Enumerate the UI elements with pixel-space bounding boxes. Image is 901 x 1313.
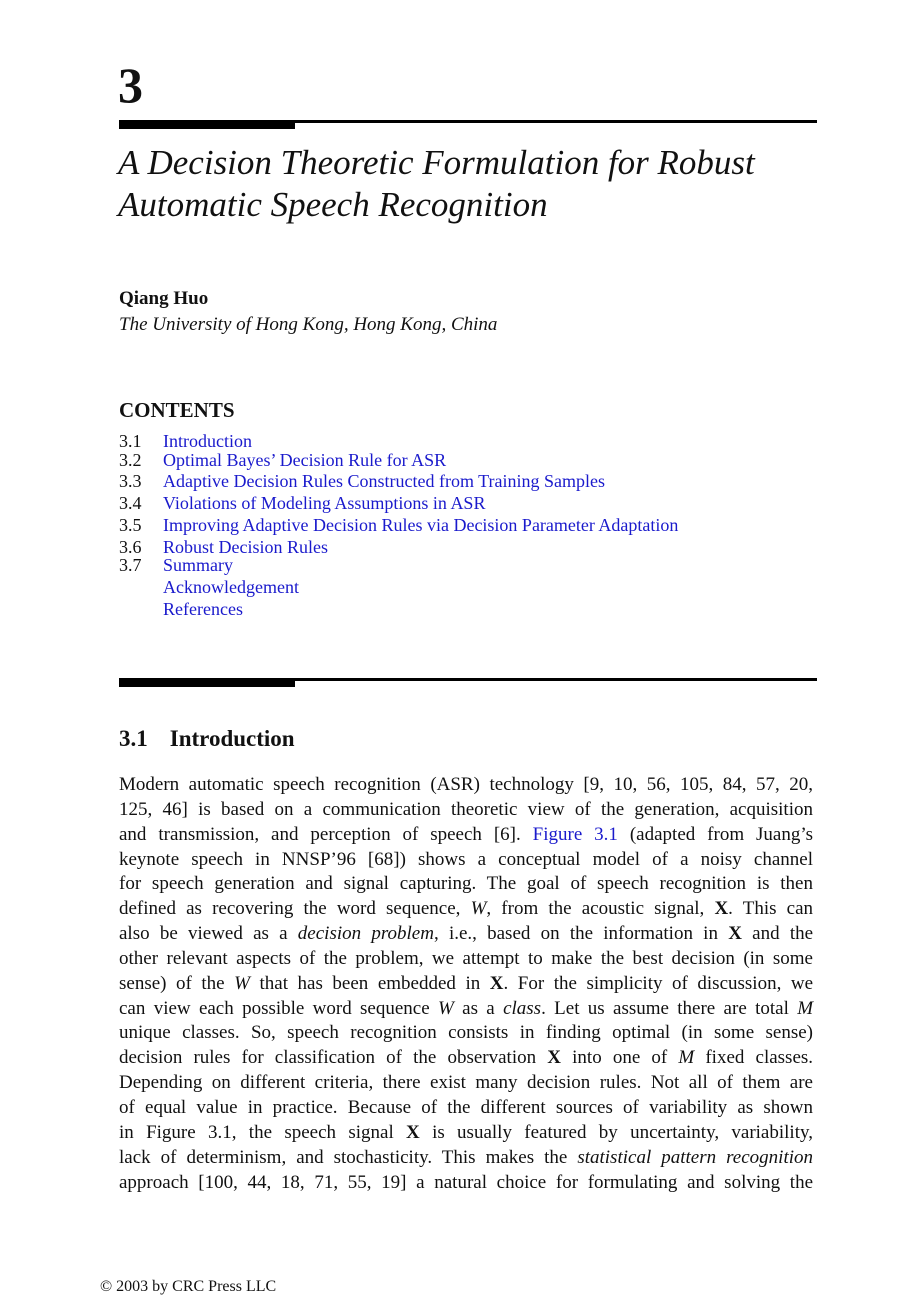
math-symbol-x: X	[714, 898, 729, 920]
text-segment: defined as recovering the word sequence,	[119, 898, 461, 920]
toc-link-references[interactable]: References	[163, 599, 243, 619]
toc-link-optimal-bayes[interactable]: Optimal Bayes’ Decision Rule for ASR	[163, 450, 447, 470]
figure-3-1-link[interactable]: Figure 3.1	[532, 823, 618, 845]
text-segment: 125, 46] is based on a communication theoretic view of the generation, acquisition	[119, 798, 813, 820]
toc-item-number: 3.3	[119, 471, 142, 491]
math-symbol-x: X	[728, 923, 742, 945]
rule-thick-bar	[119, 120, 295, 129]
text-line	[119, 1121, 813, 1146]
text-segment: approach [100, 44, 18, 71, 55, 19] a natural choice for formulating and solving the	[119, 1171, 813, 1193]
body-paragraph	[119, 773, 813, 1195]
text-line	[119, 997, 813, 1022]
toc-link-introduction[interactable]: Introduction	[163, 431, 252, 451]
copyright-footer: © 2003 by CRC Press LLC	[100, 1278, 277, 1295]
text-segment: and transmission, and perception of speech [6].	[119, 823, 521, 845]
toc-link-summary[interactable]: Summary	[163, 555, 233, 575]
text-segment: can view each possible word sequence	[119, 997, 430, 1019]
text-line	[119, 972, 813, 997]
text-segment: . This can	[728, 898, 814, 920]
text-line	[119, 773, 813, 798]
text-segment: lack of determinism, and stochasticity. This makes the	[119, 1146, 568, 1168]
text-segment: unique classes. So, speech recognition consists in finding optimal (in some sense)	[119, 1022, 813, 1044]
text-line	[119, 947, 813, 972]
rule-thick-bar	[119, 678, 295, 687]
text-line	[119, 922, 813, 947]
text-segment: keynote speech in NNSP’96 [68]) shows a conceptual model of a noisy channel	[119, 848, 813, 870]
text-line	[119, 1171, 813, 1196]
text-line	[119, 798, 813, 823]
text-segment: of equal value in practice. Because of the different sources of variability as shown	[119, 1096, 813, 1118]
toc-item-number: 3.4	[119, 493, 142, 513]
text-segment: also be viewed as a	[119, 923, 288, 945]
math-symbol-w: W	[234, 972, 250, 994]
text-segment: in Figure 3.1, the speech signal	[119, 1121, 394, 1143]
section-rule	[119, 678, 817, 687]
math-symbol-w: W	[470, 898, 487, 920]
toc-item-number: 3.2	[119, 450, 142, 470]
text-segment: . Let us assume there are total	[541, 997, 789, 1019]
text-line	[119, 1021, 813, 1046]
text-segment: other relevant aspects of the problem, we attempt to make the best decision (in some	[119, 947, 813, 969]
math-symbol-x: X	[489, 972, 504, 994]
toc-link-violations[interactable]: Violations of Modeling Assumptions in ASR	[163, 493, 486, 513]
toc-item-number: 3.6	[119, 537, 142, 557]
text-segment: , from the acoustic signal,	[486, 898, 705, 920]
text-segment: Depending on different criteria, there exist many decision rules. Not all of them are	[119, 1072, 813, 1094]
text-segment: and the	[752, 923, 814, 945]
text-segment: , i.e., based on the information in	[433, 923, 718, 945]
text-segment: that has been embedded in	[259, 972, 481, 994]
text-segment: . For the simplicity of discussion, we	[503, 972, 814, 994]
text-segment: is usually featured by uncertainty, variability,	[432, 1121, 813, 1143]
toc-link-improving-adaptive[interactable]: Improving Adaptive Decision Rules via Decision Parameter Adaptation	[163, 515, 679, 535]
emphasis-text: class	[503, 997, 542, 1019]
text-line	[119, 1146, 813, 1171]
text-segment: into one of	[572, 1047, 668, 1069]
header-rule	[119, 120, 817, 129]
toc-link-robust-decision-rules[interactable]: Robust Decision Rules	[163, 537, 328, 557]
math-symbol-m: M	[678, 1047, 695, 1069]
section-number: 3.1	[119, 726, 148, 751]
text-line	[119, 897, 813, 922]
math-symbol-w: W	[438, 997, 454, 1019]
author-name: Qiang Huo	[119, 288, 209, 309]
toc-item-number: 3.1	[119, 431, 142, 451]
math-symbol-x: X	[547, 1047, 561, 1069]
math-symbol-m: M	[797, 997, 814, 1019]
author-affiliation: The University of Hong Kong, Hong Kong, China	[119, 314, 498, 335]
text-line	[119, 1046, 813, 1071]
text-segment: sense) of the	[119, 972, 225, 994]
section-heading	[119, 725, 295, 753]
text-segment: fixed classes.	[705, 1047, 814, 1069]
toc-link-acknowledgement[interactable]: Acknowledgement	[163, 577, 299, 597]
text-segment: (adapted from Juang’s	[629, 823, 814, 845]
text-line	[119, 872, 813, 897]
text-segment: for speech generation and signal capturing. The goal of speech recognition is then	[119, 873, 813, 895]
emphasis-text: statistical pattern recognition	[577, 1146, 813, 1168]
chapter-title: A Decision Theoretic Formulation for Robust Automatic Speech Recognition	[118, 143, 755, 224]
text-line	[119, 1071, 813, 1096]
text-segment: decision rules for classification of the observation	[119, 1047, 537, 1069]
toc-link-adaptive-decision-rules[interactable]: Adaptive Decision Rules Constructed from Training Samples	[163, 471, 605, 491]
text-line	[119, 1096, 813, 1121]
chapter-number: 3	[118, 57, 143, 113]
text-segment: Modern automatic speech recognition (ASR) technology [9, 10, 56, 105, 84, 57, 20,	[119, 774, 813, 795]
text-segment: as a	[462, 997, 495, 1019]
toc-item-number: 3.7	[119, 555, 142, 575]
contents-heading: CONTENTS	[119, 398, 235, 422]
text-line	[119, 823, 813, 848]
section-title: Introduction	[169, 726, 295, 751]
emphasis-text: decision problem	[297, 923, 434, 945]
toc-item-number: 3.5	[119, 515, 142, 535]
text-line	[119, 848, 813, 873]
math-symbol-x: X	[406, 1121, 420, 1143]
